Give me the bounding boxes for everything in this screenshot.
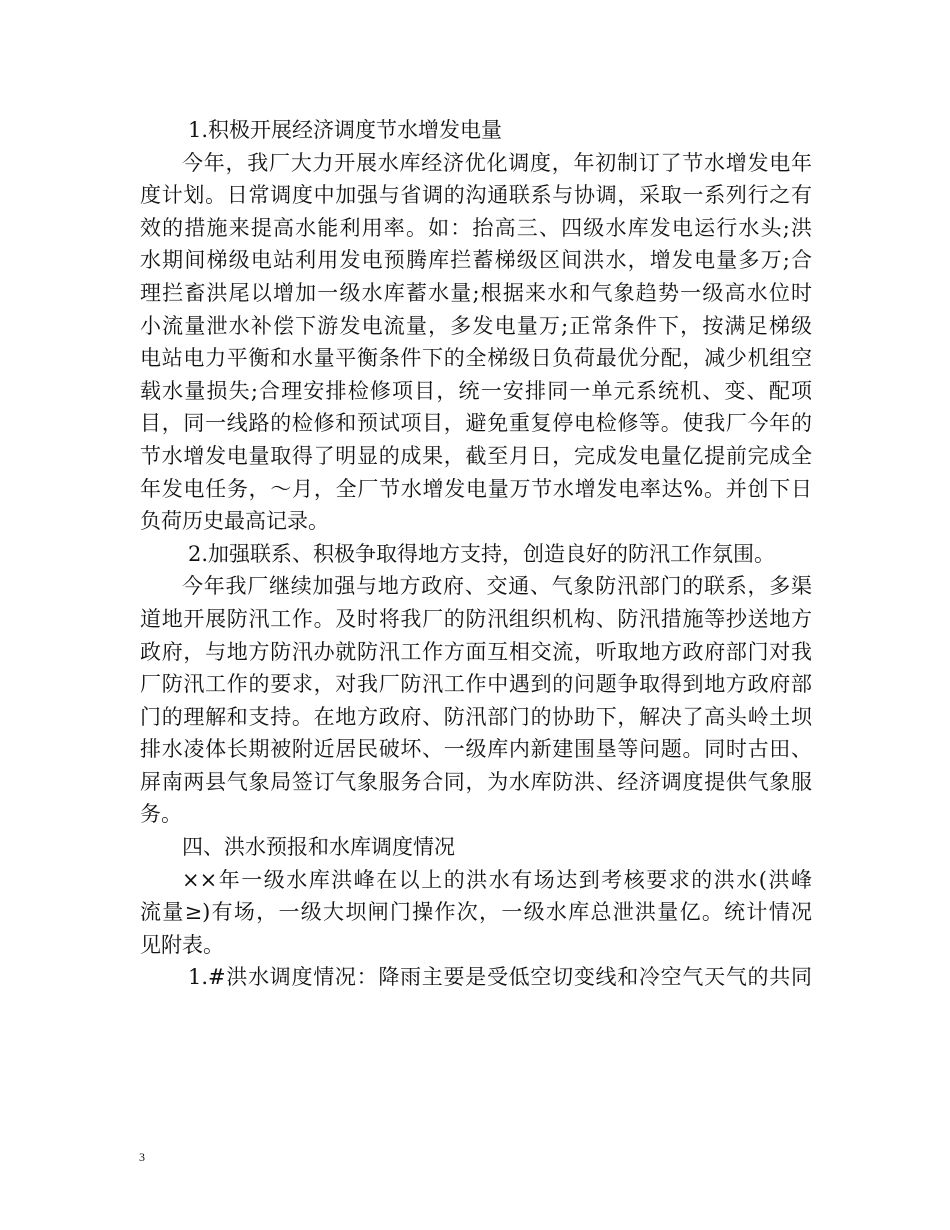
- text-line: 载水量损失;合理安排检修项目，统一安排同一单元系统机、变、配项: [140, 378, 812, 403]
- text-line: 度计划。日常调度中加强与省调的沟通联系与协调，采取一系列行之有: [140, 183, 812, 208]
- text-line: ××年一级水库洪峰在以上的洪水有场达到考核要求的洪水(洪峰: [182, 867, 812, 892]
- text-line: 道地开展防汛工作。及时将我厂的防汛组织机构、防汛措施等抄送地方: [140, 606, 812, 631]
- text-line: 门的理解和支持。在地方政府、防汛部门的协助下，解决了高头岭土坝: [140, 704, 812, 729]
- text-line: 1.#洪水调度情况：降雨主要是受低空切变线和冷空气天气的共同: [188, 965, 812, 990]
- text-line: 厂防汛工作的要求，对我厂防汛工作中遇到的问题争取得到地方政府部: [140, 672, 812, 697]
- text-line: 屏南两县气象局签订气象服务合同，为水库防洪、经济调度提供气象服: [140, 769, 812, 794]
- text-line: 效的措施来提高水能利用率。如：抬高三、四级水库发电运行水头;洪: [140, 215, 812, 240]
- text-line: 目，同一线路的检修和预试项目，避免重复停电检修等。使我厂今年的: [140, 411, 812, 436]
- text-line: 今年，我厂大力开展水库经济优化调度，年初制订了节水增发电年: [182, 150, 812, 175]
- text-line: 务。: [140, 802, 182, 827]
- text-line: 年发电任务，～月，全厂节水增发电量万节水增发电率达%。并创下日: [140, 476, 812, 501]
- text-line: 1.积极开展经济调度节水增发电量: [188, 118, 503, 142]
- text-line: 政府，与地方防汛办就防汛工作方面互相交流，听取地方政府部门对我: [140, 639, 812, 664]
- text-line: 水期间梯级电站利用发电预腾库拦蓄梯级区间洪水，增发电量多万;合: [140, 248, 812, 273]
- page-number: 3: [139, 1150, 145, 1164]
- text-line: 流量≥)有场，一级大坝闸门操作次，一级水库总泄洪量亿。统计情况: [140, 900, 812, 925]
- text-line: 排水凌体长期被附近居民破坏、一级库内新建围垦等问题。同时古田、: [140, 737, 812, 762]
- text-line: 四、洪水预报和水库调度情况: [182, 835, 455, 860]
- text-line: 理拦畜洪尾以增加一级水库蓄水量;根据来水和气象趋势一级高水位时: [140, 280, 812, 305]
- document-body: [140, 114, 812, 994]
- text-line: 电站电力平衡和水量平衡条件下的全梯级日负荷最优分配，减少机组空: [140, 346, 812, 371]
- text-line: 小流量泄水补偿下游发电流量，多发电量万;正常条件下，按满足梯级: [140, 313, 812, 338]
- text-line: 2.加强联系、积极争取得地方支持，创造良好的防汛工作氛围。: [188, 541, 776, 566]
- text-line: 负荷历史最高记录。: [140, 509, 329, 534]
- text-line: 节水增发电量取得了明显的成果，截至月日，完成发电量亿提前完成全: [140, 443, 812, 468]
- text-line: 今年我厂继续加强与地方政府、交通、气象防汛部门的联系，多渠: [182, 574, 812, 599]
- text-line: 见附表。: [140, 932, 224, 957]
